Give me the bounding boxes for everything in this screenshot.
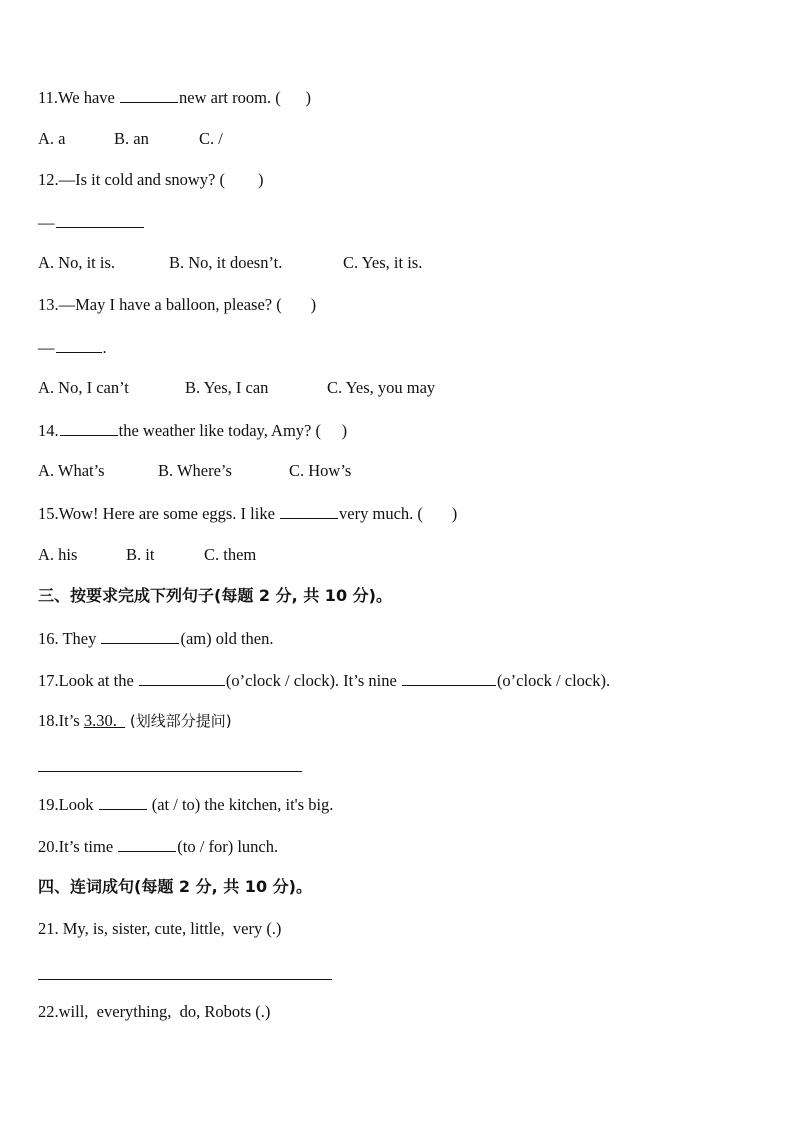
q14-option-b[interactable]: B. Where’s <box>158 461 232 480</box>
q13-options <box>38 376 435 400</box>
q12-option-b[interactable]: B. No, it doesn’t. <box>169 253 283 272</box>
q15-options <box>38 543 256 567</box>
question-11 <box>38 85 311 109</box>
q11-answer-blank[interactable] <box>120 85 178 103</box>
question-20 <box>38 834 278 858</box>
q14-text-pre: 14. <box>38 421 59 440</box>
q13-option-c[interactable]: C. Yes, you may <box>327 378 436 397</box>
q12-options <box>38 251 422 275</box>
q15-answer-blank[interactable] <box>280 501 338 519</box>
q14-option-a[interactable]: A. What’s <box>38 461 105 480</box>
q19-text-post: (at / to) the kitchen, it's big. <box>147 795 334 814</box>
q18-answer-line[interactable] <box>38 771 302 772</box>
q13-dash: — <box>38 338 55 357</box>
question-12 <box>38 168 263 192</box>
q19-text-pre: 19.Look <box>38 795 98 814</box>
q15-text-pre: 15.Wow! Here are some eggs. I like <box>38 504 280 523</box>
q15-option-a[interactable]: A. his <box>38 545 78 564</box>
q12-option-a[interactable]: A. No, it is. <box>38 253 116 272</box>
q11-option-a[interactable]: A. a <box>38 129 66 148</box>
q13-option-a[interactable]: A. No, I can’t <box>38 378 129 397</box>
q17-text-pre: 17.Look at the <box>38 671 138 690</box>
q11-text-post: new art room. ( ) <box>179 88 311 107</box>
q16-text-post: (am) old then. <box>180 629 274 648</box>
q17-text-mid: (o’clock / clock). It’s nine <box>225 671 401 690</box>
q17-text-post: (o’clock / clock). <box>496 671 611 690</box>
q15-text-post: very much. ( ) <box>339 504 458 523</box>
q20-text-pre: 20.It’s time <box>38 837 118 856</box>
question-21: 21. My, is, sister, cute, little, very (.) <box>38 919 282 938</box>
question-18 <box>38 709 232 733</box>
question-15 <box>38 501 457 525</box>
q12-answer-blank[interactable] <box>56 210 144 228</box>
q14-option-c[interactable]: C. How’s <box>289 461 352 480</box>
q13-option-b[interactable]: B. Yes, I can <box>185 378 269 397</box>
question-16 <box>38 626 274 650</box>
q11-options <box>38 127 223 151</box>
q13-text: 13.—May I have a balloon, please? ( ) <box>38 295 317 314</box>
q13-answer-blank[interactable] <box>56 335 102 353</box>
q15-option-b[interactable]: B. it <box>126 545 155 564</box>
q18-underlined-time: 3.30. <box>83 711 126 730</box>
q14-answer-blank[interactable] <box>60 418 118 436</box>
question-13 <box>38 293 316 317</box>
section-4-heading: 四、连词成句(每题 2 分, 共 10 分)。 <box>38 877 312 896</box>
q12-answer-line <box>38 210 145 234</box>
q11-option-c[interactable]: C. / <box>199 129 223 148</box>
q12-dash: — <box>38 213 55 232</box>
q13-period: . <box>102 338 107 357</box>
question-14 <box>38 418 347 442</box>
q17-answer-blank-1[interactable] <box>139 668 225 686</box>
q20-answer-blank[interactable] <box>118 834 176 852</box>
q12-text: 12.—Is it cold and snowy? ( ) <box>38 170 264 189</box>
q16-answer-blank[interactable] <box>101 626 179 644</box>
q18-instruction: (划线部分提问) <box>125 712 232 730</box>
q15-option-c[interactable]: C. them <box>204 545 257 564</box>
q16-text-pre: 16. They <box>38 629 101 648</box>
section-3-heading: 三、按要求完成下列句子(每题 2 分, 共 10 分)。 <box>38 586 392 605</box>
question-19 <box>38 792 333 816</box>
q20-text-post: (to / for) lunch. <box>177 837 279 856</box>
q21-answer-line[interactable] <box>38 979 332 980</box>
question-17 <box>38 668 610 692</box>
question-22: 22.will, everything, do, Robots (.) <box>38 1002 271 1021</box>
q14-options <box>38 459 351 483</box>
q18-text-pre: 18.It’s <box>38 711 84 730</box>
q14-text-post: the weather like today, Amy? ( ) <box>118 421 348 440</box>
q19-answer-blank[interactable] <box>99 792 147 810</box>
q13-answer-line <box>38 335 107 359</box>
q17-answer-blank-2[interactable] <box>402 668 496 686</box>
q11-option-b[interactable]: B. an <box>114 129 149 148</box>
q11-text-pre: 11.We have <box>38 88 119 107</box>
q12-option-c[interactable]: C. Yes, it is. <box>343 253 423 272</box>
